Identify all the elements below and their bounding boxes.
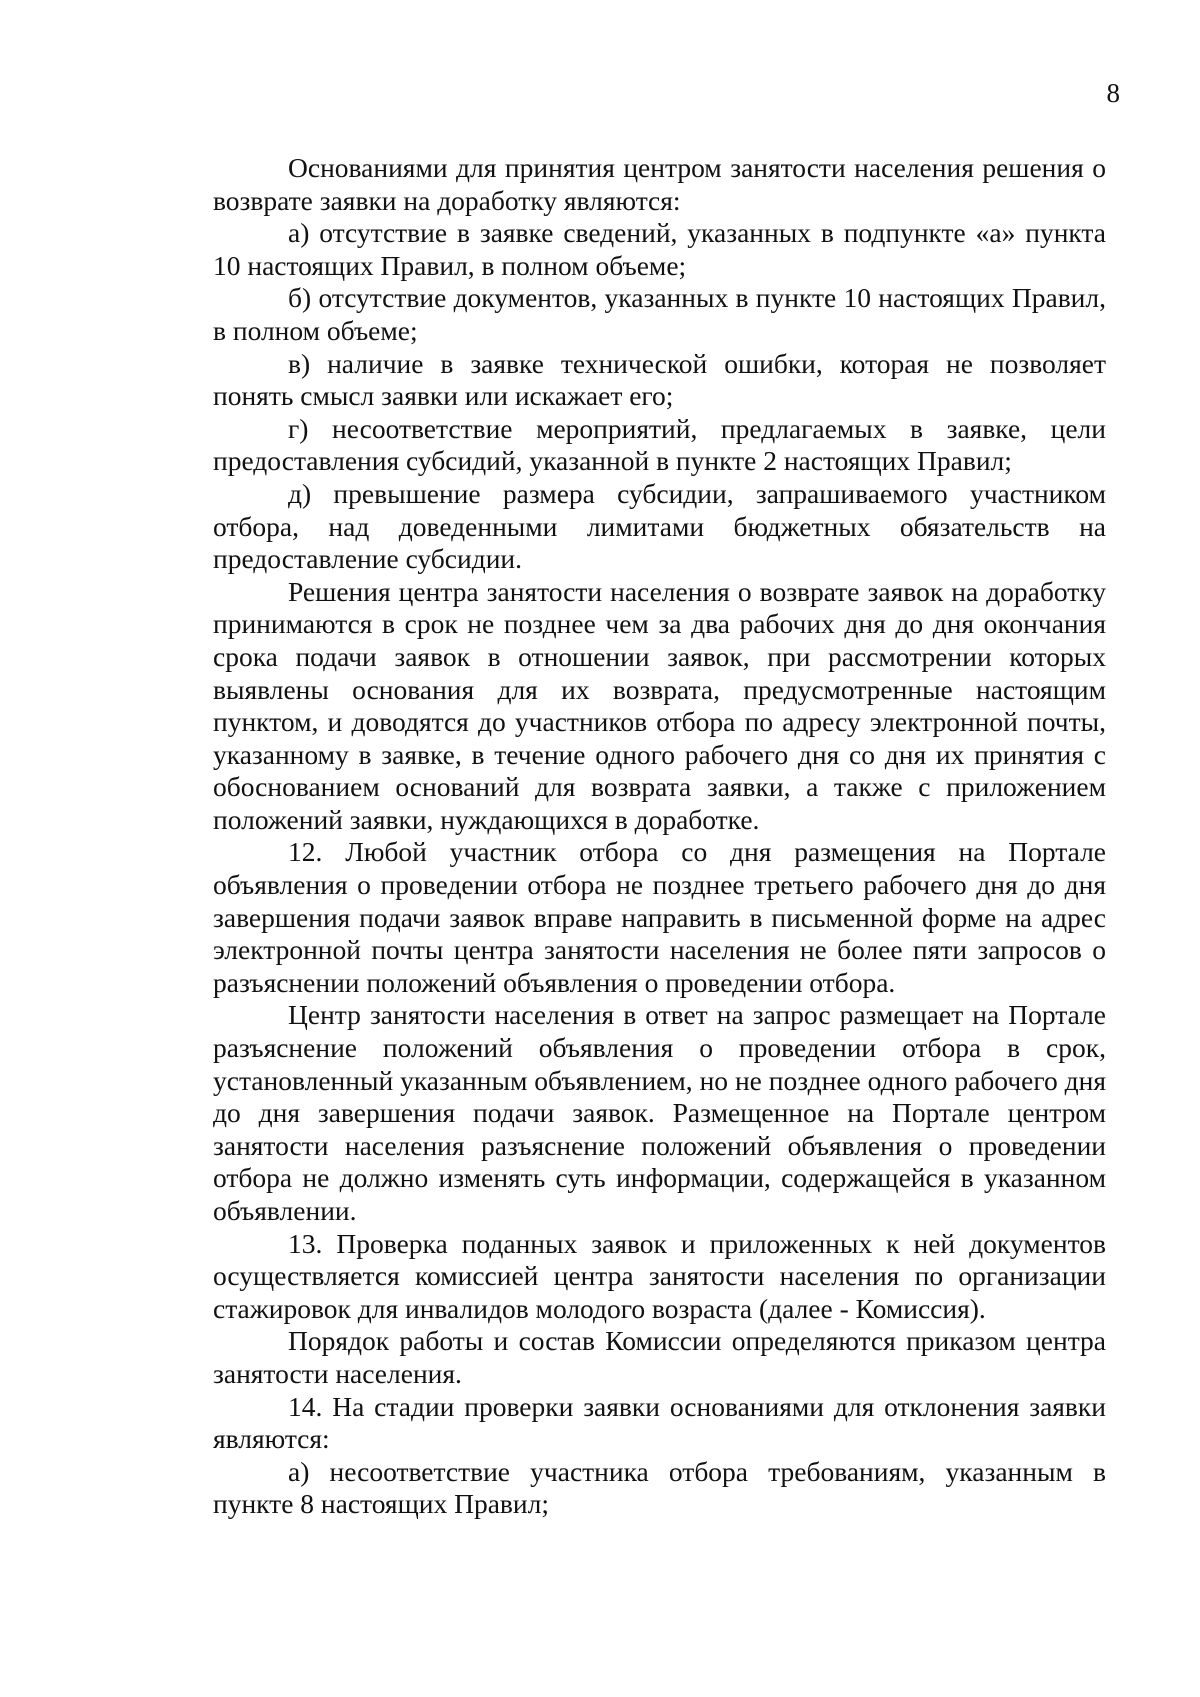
paragraph: д) превышение размера субсидии, запрашиваемого участником отбора, над доведенными лимитами бюджетных обязательств на предоставление субсидии.: [213, 477, 1106, 575]
paragraph: 14. На стадии проверки заявки основаниями для отклонения заявки являются:: [213, 1390, 1106, 1455]
paragraph: Центр занятости населения в ответ на запрос размещает на Портале разъяснение положений объявления о проведении отбора в срок, установленный указанным объявлением, но не позднее одного рабочего дня до дня завершения подачи заявок. Размещенное на Портале центром занятости населения разъяснение положений объявления о проведении отбора не должно изменять суть информации, содержащейся в указанном объявлении.: [213, 999, 1106, 1226]
paragraph: Порядок работы и состав Комиссии определяются приказом центра занятости населения.: [213, 1325, 1106, 1389]
document-body: [213, 152, 1106, 1521]
paragraph: а) отсутствие в заявке сведений, указанных в подпункте «а» пункта 10 настоящих Правил, в полном объеме;: [213, 217, 1106, 281]
paragraph: 12. Любой участник отбора со дня размещения на Портале объявления о проведении отбора не позднее третьего рабочего дня до дня завершения подачи заявок вправе направить в письменной форме на адрес электронной почты центра занятости населения не более пяти запросов о разъяснении положений объявления о проведении отбора.: [213, 836, 1106, 998]
paragraph: Основаниями для принятия центром занятости населения решения о возврате заявки на доработку являются:: [213, 152, 1106, 216]
page-number: 8: [1106, 78, 1120, 108]
paragraph: Решения центра занятости населения о возврате заявок на доработку принимаются в срок не позднее чем за два рабочих дня до дня окончания срока подачи заявок в отношении заявок, при рассмотрении которых выявлены основания для их возврата, предусмотренные настоящим пунктом, и доводятся до участников отбора по адресу электронной почты, указанному в заявке, в течение одного рабочего дня со дня их принятия с обоснованием оснований для возврата заявки, а также с приложением положений заявки, нуждающихся в доработке.: [213, 575, 1106, 835]
paragraph: 13. Проверка поданных заявок и приложенных к ней документов осуществляется комиссией центра занятости населения по организации стажировок для инвалидов молодого возраста (далее - Комиссия).: [213, 1227, 1106, 1324]
paragraph: а) несоответствие участника отбора требованиям, указанным в пункте 8 настоящих Правил;: [213, 1455, 1106, 1520]
paragraph: г) несоответствие мероприятий, предлагаемых в заявке, цели предоставления субсидий, указанной в пункте 2 настоящих Правил;: [213, 412, 1106, 477]
paragraph: б) отсутствие документов, указанных в пункте 10 настоящих Правил, в полном объеме;: [213, 282, 1106, 346]
paragraph: в) наличие в заявке технической ошибки, которая не позволяет понять смысл заявки или искажает его;: [213, 347, 1106, 412]
